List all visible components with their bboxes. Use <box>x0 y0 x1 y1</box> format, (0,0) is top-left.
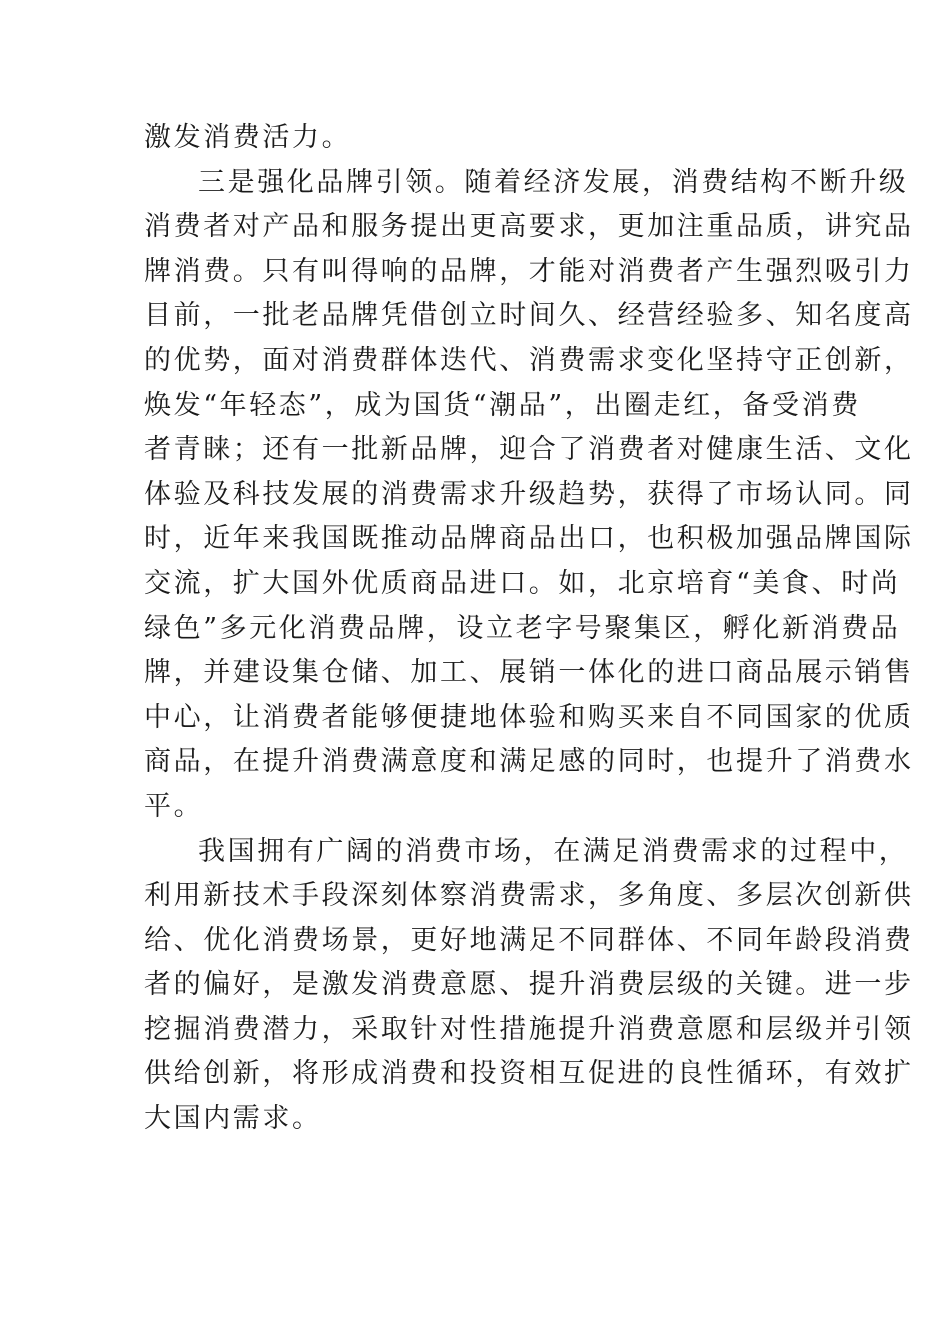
paragraph-first-line: 我国拥有广阔的消费市场，在满足消费需求的过程中， <box>198 835 909 867</box>
text-line: 大国内需求。 <box>144 1103 322 1135</box>
text-line: 商品，在提升消费满意度和满足感的同时，也提升了消费水 <box>144 746 914 778</box>
text-line: 挖掘消费潜力，采取针对性措施提升消费意愿和层级并引领 <box>144 1013 914 1045</box>
text-line: 者青睐；还有一批新品牌，迎合了消费者对健康生活、文化 <box>144 434 914 466</box>
text-line: 交流，扩大国外优质商品进口。如，北京培育“美食、时尚 <box>144 567 901 599</box>
text-line: 者的偏好，是激发消费意愿、提升消费层级的关键。进一步 <box>144 969 914 1001</box>
document-body <box>144 116 914 1142</box>
text-line: 牌，并建设集仓储、加工、展销一体化的进口商品展示销售 <box>144 657 914 689</box>
text-line: 牌消费。只有叫得响的品牌，才能对消费者产生强烈吸引力 <box>144 255 914 287</box>
text-line: 焕发“年轻态”，成为国货“潮品”，出圈走红，备受消费 <box>144 389 861 421</box>
text-line: 激发消费活力。 <box>144 122 352 153</box>
text-line: 中心，让消费者能够便捷地体验和购买来自不同国家的优质 <box>144 701 914 733</box>
text-line: 目前，一批老品牌凭借创立时间久、经营经验多、知名度高 <box>144 300 914 332</box>
text-line: 的优势，面对消费群体迭代、消费需求变化坚持守正创新， <box>144 344 914 376</box>
text-line: 消费者对产品和服务提出更高要求，更加注重品质，讲究品 <box>144 211 914 243</box>
text-line: 体验及科技发展的消费需求升级趋势，获得了市场认同。同 <box>144 478 914 510</box>
text-line: 供给创新，将形成消费和投资相互促进的良性循环，有效扩 <box>144 1058 914 1090</box>
paragraph-first-line: 三是强化品牌引领。随着经济发展，消费结构不断升级 <box>198 166 909 198</box>
text-line: 给、优化消费场景，更好地满足不同群体、不同年龄段消费 <box>144 924 914 956</box>
text-line: 绿色”多元化消费品牌，设立老字号聚集区，孵化新消费品 <box>144 612 901 644</box>
text-line: 时，近年来我国既推动品牌商品出口，也积极加强品牌国际 <box>144 523 914 555</box>
text-line: 平。 <box>144 790 204 822</box>
text-line: 利用新技术手段深刻体察消费需求，多角度、多层次创新供 <box>144 880 914 912</box>
